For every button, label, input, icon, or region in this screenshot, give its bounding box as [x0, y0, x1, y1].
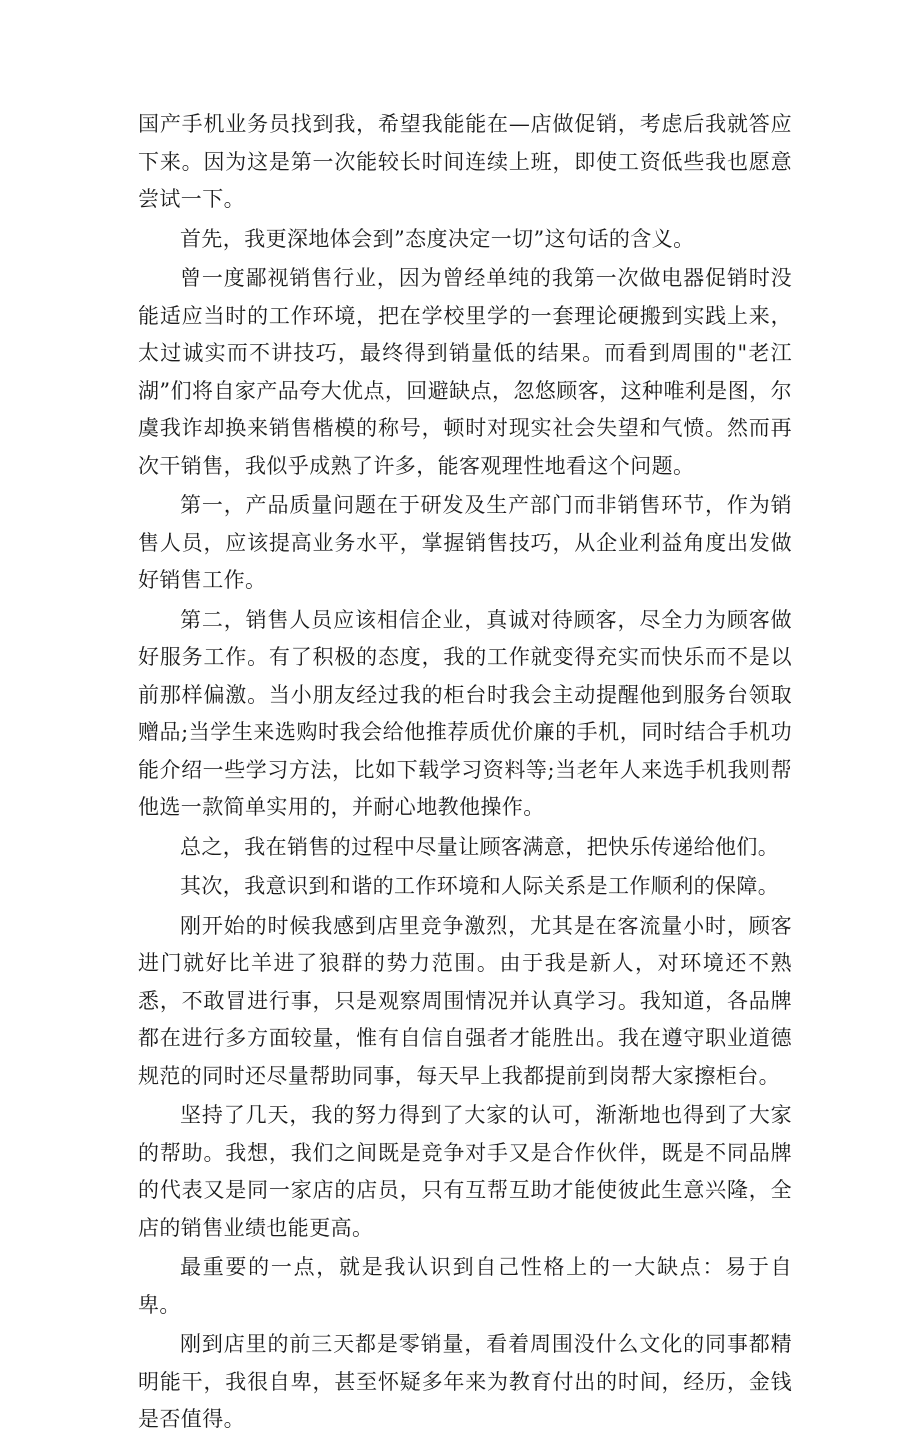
paragraph-2: 首先，我更深地体会到”态度决定一切”这句话的含义。	[180, 226, 695, 251]
paragraph-5: 第二，销售人员应该相信企业，真诚对待顾客，尽全力为顾客做好服务工作。有了积极的态度，我的工作就变得充实而快乐而不是以前那样偏激。当小朋友经过我的柜台时我会主动提醒他到服务台领取赠品;当学生来选购时我会给他推荐质优价廉的手机，同时结合手机功能介绍一些学习方法，比如下载学习资料等;当老年人来选手机我则帮他选一款简单实用的，并耐心地教他操作。	[138, 607, 792, 819]
paragraph-11: 刚到店里的前三天都是零销量，看着周围没什么文化的同事都精明能干，我很自卑，甚至怀疑多年来为教育付出的时间，经历，金钱是否值得。	[138, 1332, 792, 1431]
paragraph-9: 坚持了几天，我的努力得到了大家的认可，渐渐地也得到了大家的帮助。我想，我们之间既是竞争对手又是合作伙伴，既是不同品牌的代表又是同一家店的店员，只有互帮互助才能使彼此生意兴隆，全店的销售业绩也能更高。	[138, 1103, 792, 1240]
document-body	[138, 106, 792, 1441]
paragraph-6: 总之，我在销售的过程中尽量让顾客满意，把快乐传递给他们。	[180, 834, 780, 859]
paragraph-1: 国产手机业务员找到我，希望我能能在—店做促销，考虑后我就答应下来。因为这是第一次能较长时间连续上班，即使工资低些我也愿意尝试一下。	[138, 112, 792, 211]
paragraph-8: 刚开始的时候我感到店里竞争激烈，尤其是在客流量小时，顾客进门就好比羊进了狼群的势力范围。由于我是新人，对环境还不熟悉，不敢冒进行事，只是观察周围情况并认真学习。我知道，各品牌都在进行多方面较量，惟有自信自强者才能胜出。我在遵守职业道德规范的同时还尽量帮助同事，每天早上我都提前到岗帮大家擦柜台。	[138, 913, 792, 1088]
paragraph-7: 其次，我意识到和谐的工作环境和人际关系是工作顺利的保障。	[180, 874, 780, 898]
paragraph-4: 第一，产品质量问题在于研发及生产部门而非销售环节，作为销售人员，应该提高业务水平，掌握销售技巧，从企业利益角度出发做好销售工作。	[138, 493, 792, 592]
paragraph-3: 曾一度鄙视销售行业，因为曾经单纯的我第一次做电器促销时没能适应当时的工作环境，把在学校里学的一套理论硬搬到实践上来，太过诚实而不讲技巧，最终得到销量低的结果。而看到周围的"老江湖”们将自家产品夸大优点，回避缺点，忽悠顾客，这种唯利是图，尔虞我诈却换来销售楷模的称号，顿时对现实社会失望和气愤。然而再次干销售，我似乎成熟了许多，能客观理性地看这个问题。	[138, 266, 792, 478]
paragraph-10: 最重要的一点，就是我认识到自己性格上的一大缺点：易于自卑。	[138, 1255, 792, 1317]
